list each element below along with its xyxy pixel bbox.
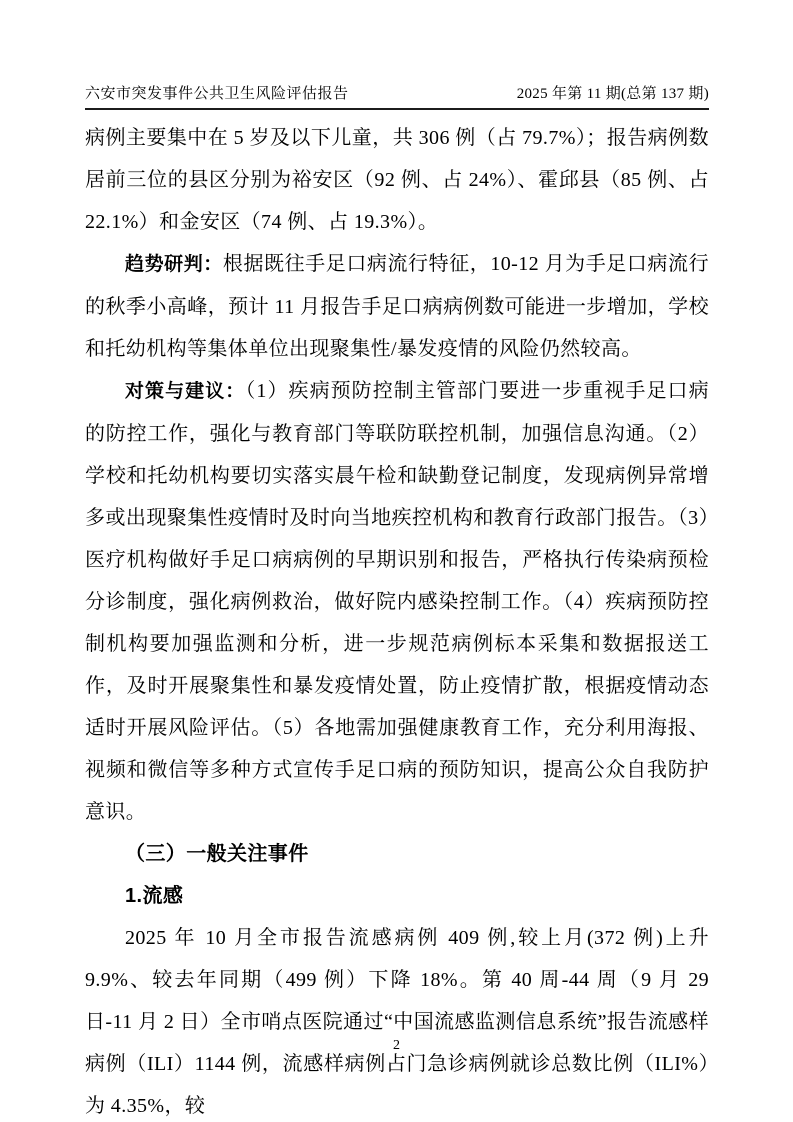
countermeasures-label: 对策与建议： (125, 381, 246, 402)
paragraph-countermeasures (85, 370, 709, 833)
paragraph-case-distribution: 病例主要集中在 5 岁及以下儿童，共 306 例（占 79.7%）；报告病例数居前三位的县区分别为裕安区（92 例、占 24%）、霍邱县（85 例、占 22.1%）和金安区（74 例、占 19.3%）。 (85, 127, 709, 233)
paragraph-trend-analysis (85, 243, 709, 370)
page-header (85, 84, 709, 110)
trend-analysis-label: 趋势研判： (125, 254, 223, 275)
header-report-title: 六安市突发事件公共卫生风险评估报告 (85, 86, 349, 102)
countermeasures-text: （1）疾病预防控制主管部门要进一步重视手足口病的防控工作，强化与教育部门等联防联控机制，加强信息沟通。（2）学校和托幼机构要切实落实晨午检和缺勤登记制度，发现病例异常增多或出现聚集性疫情时及时向当地疾控机构和教育行政部门报告。（3）医疗机构做好手足口病病例的早期识别和报告，严格执行传染病预检分诊制度，强化病例救治，做好院内感染控制工作。（4）疾病预防控制机构要加强监测和分析，进一步规范病例标本采集和数据报送工作，及时开展聚集性和暴发疫情处置，防止疫情扩散，根据疫情动态适时开展风险评估。（5）各地需加强健康教育工作，充分利用海报、视频和微信等多种方式宣传手足口病的预防知识，提高公众自我防护意识。 (85, 380, 709, 823)
page-content (85, 84, 709, 1122)
header-issue-number: 2025 年第 11 期(总第 137 期) (516, 86, 709, 102)
document-body (85, 117, 709, 1122)
section-heading-general-events: （三）一般关注事件 (125, 843, 309, 865)
page-footer (0, 1036, 793, 1056)
trend-analysis-text: 根据既往手足口病流行特征，10-12 月为手足口病流行的秋季小高峰，预计 11 月报告手足口病病例数可能进一步增加，学校和托幼机构等集体单位出现聚集性/暴发疫情的风险仍然较高。 (85, 253, 709, 360)
page-number: 2 (393, 1038, 400, 1053)
subsection-heading-influenza: 1.流感 (125, 885, 184, 907)
paragraph-influenza-stats: 2025 年 10 月全市报告流感病例 409 例,较上月(372 例)上升 9.9%、较去年同期（499 例）下降 18%。第 40 周-44 周（9 月 29 日-11 月 2 日）全市哨点医院通过“中国流感监测信息系统”报告流感样病例（ILI）1144 例，流感样病例占门急诊病例就诊总数比例（ILI%）为 4.35%，较 (85, 927, 709, 1117)
